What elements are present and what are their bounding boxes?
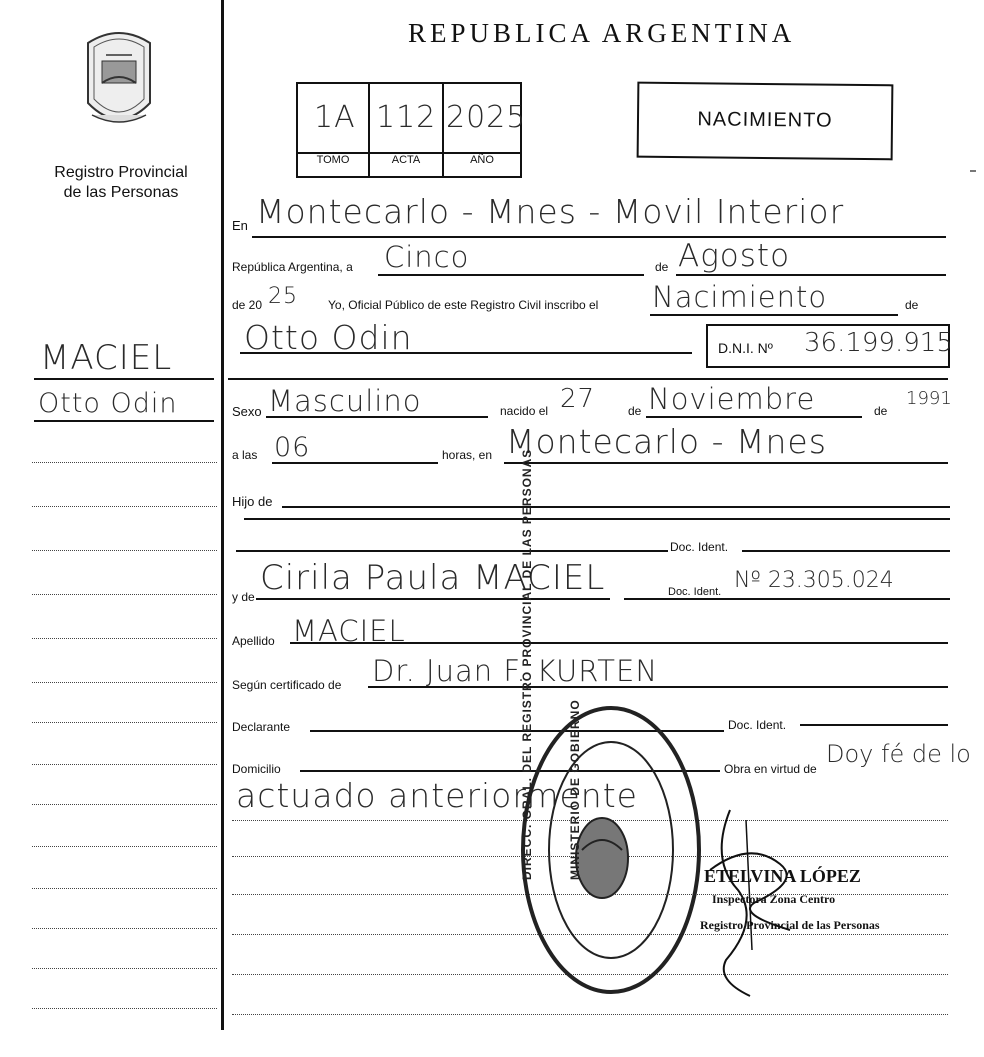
line-underline	[676, 274, 946, 276]
line-strike	[236, 550, 668, 552]
obra-continuation: actuado anteriormente	[236, 776, 638, 815]
dni-box	[706, 324, 953, 368]
line-underline	[504, 462, 948, 464]
apellido-value: MACIEL	[292, 614, 406, 648]
dni-label: D.N.I. Nº	[718, 340, 773, 356]
margin-surname-underline	[34, 378, 214, 380]
obra-value: Doy fé de lo	[826, 740, 971, 768]
domicilio-label: Domicilio	[232, 762, 281, 776]
de3-label: de	[628, 404, 642, 418]
line-underline	[266, 416, 488, 418]
margin-rule	[32, 888, 217, 889]
declarante-label: Declarante	[232, 720, 291, 734]
margin-rule	[32, 462, 217, 463]
sexo-value: Masculino	[268, 384, 422, 418]
margin-surname: MACIEL	[40, 338, 173, 378]
tomo-label: TOMO	[316, 154, 350, 166]
segun-label: Según certificado de	[232, 678, 342, 692]
stamp-circle-text-value: DIRECC. GRAL. DEL REGISTRO PROVINCIAL DE LAS PERSONAS	[520, 448, 534, 880]
acta-label: ACTA	[391, 154, 421, 166]
certificado-value: Dr. Juan F. KURTEN	[372, 654, 659, 688]
margin-rule	[32, 722, 217, 723]
tomo-value: 1A	[314, 100, 356, 135]
nacido-label: nacido el	[500, 404, 549, 418]
de-label: de	[655, 260, 669, 274]
anio-value: 2025	[446, 100, 527, 135]
margin-rule	[32, 804, 217, 805]
line-underline	[240, 352, 692, 354]
hijo-label: Hijo de	[232, 494, 273, 509]
margin-rule	[32, 682, 217, 683]
statement-text: Yo, Oficial Público de este Registro Civil inscribo el	[328, 298, 599, 312]
line-underline	[646, 416, 862, 418]
official-name: ETELVINA LÓPEZ	[704, 866, 861, 886]
place-value: Montecarlo - Mnes - Movil Interior	[256, 192, 845, 231]
org-name-line1: Registro Provincial	[54, 164, 188, 181]
margin-rule	[32, 594, 217, 595]
body-rule	[232, 1014, 948, 1015]
doc-ident-2: Doc. Ident.	[668, 586, 722, 598]
margin-rule	[32, 928, 217, 929]
stamp-circle-text	[520, 449, 534, 880]
horas-label: horas, en	[442, 448, 493, 462]
margin-divider	[221, 0, 224, 1030]
margin-rule	[32, 506, 217, 507]
month-value: Agosto	[678, 238, 791, 274]
margin-rule	[32, 1008, 217, 1009]
line-strike	[282, 506, 950, 508]
apellido-label: Apellido	[232, 634, 275, 648]
line-underline	[624, 598, 950, 600]
margin-given-underline	[34, 420, 214, 422]
line-strike	[244, 518, 950, 520]
record-type: NACIMIENTO	[697, 108, 833, 132]
mother-doc: Nº 23.305.024	[734, 568, 894, 593]
republica-label: República Argentina, a	[232, 260, 353, 274]
stamp-inner-text-value: MINISTERIO DE GOBIERNO	[568, 699, 582, 880]
hour-value: 06	[274, 432, 311, 463]
line-underline	[252, 236, 946, 238]
provincial-seal	[80, 25, 158, 135]
margin-rule	[32, 846, 217, 847]
anio-label: AÑO	[470, 154, 494, 166]
line-strike	[800, 724, 948, 726]
alas-label: a las	[232, 448, 258, 462]
section-rule	[228, 378, 948, 380]
official-stamp	[516, 700, 706, 1000]
day-value: Cinco	[384, 240, 470, 274]
org-name-line2: de las Personas	[63, 184, 179, 201]
sexo-label: Sexo	[232, 404, 262, 419]
child-name: Otto Odin	[244, 318, 413, 357]
acta-value: 112	[376, 100, 437, 135]
de4-label: de	[874, 404, 888, 418]
dni-value: 36.199.915	[804, 328, 953, 358]
margin-rule	[32, 638, 217, 639]
line-underline	[368, 686, 948, 688]
line-underline	[256, 598, 610, 600]
en-label: En	[232, 218, 248, 233]
margin-rule	[32, 550, 217, 551]
official-title: Inspectora Zona Centro	[712, 892, 836, 906]
page-title: REPUBLICA ARGENTINA	[408, 18, 796, 48]
mother-name: Cirila Paula MACIEL	[260, 558, 606, 598]
line-underline	[272, 462, 438, 464]
birth-year: 1991	[906, 388, 952, 409]
margin-given-names: Otto Odin	[38, 388, 178, 419]
doc-ident-1: Doc. Ident.	[670, 540, 729, 554]
year-prefix: de 20	[232, 298, 263, 312]
doc-ident-3: Doc. Ident.	[728, 718, 787, 732]
record-type-box	[637, 82, 894, 161]
official-org: Registro Provincial de las Personas	[700, 918, 880, 932]
event-value: Nacimiento	[652, 280, 828, 314]
yde-label: y de	[232, 590, 255, 604]
record-id-box	[296, 82, 527, 178]
margin-rule	[32, 764, 217, 765]
year-suffix: 25	[268, 284, 298, 309]
stamp-inner-text	[568, 699, 582, 880]
line-underline	[378, 274, 644, 276]
birth-day: 27	[560, 384, 596, 414]
birth-month: Noviembre	[648, 382, 816, 416]
obra-label: Obra en virtud de	[724, 762, 817, 776]
line-strike	[742, 550, 950, 552]
birth-place: Montecarlo - Mnes	[506, 422, 827, 461]
edge-mark	[970, 170, 976, 172]
de2-label: de	[905, 298, 919, 312]
line-underline	[650, 314, 898, 316]
line-underline	[290, 642, 948, 644]
org-name	[42, 163, 200, 203]
margin-rule	[32, 968, 217, 969]
